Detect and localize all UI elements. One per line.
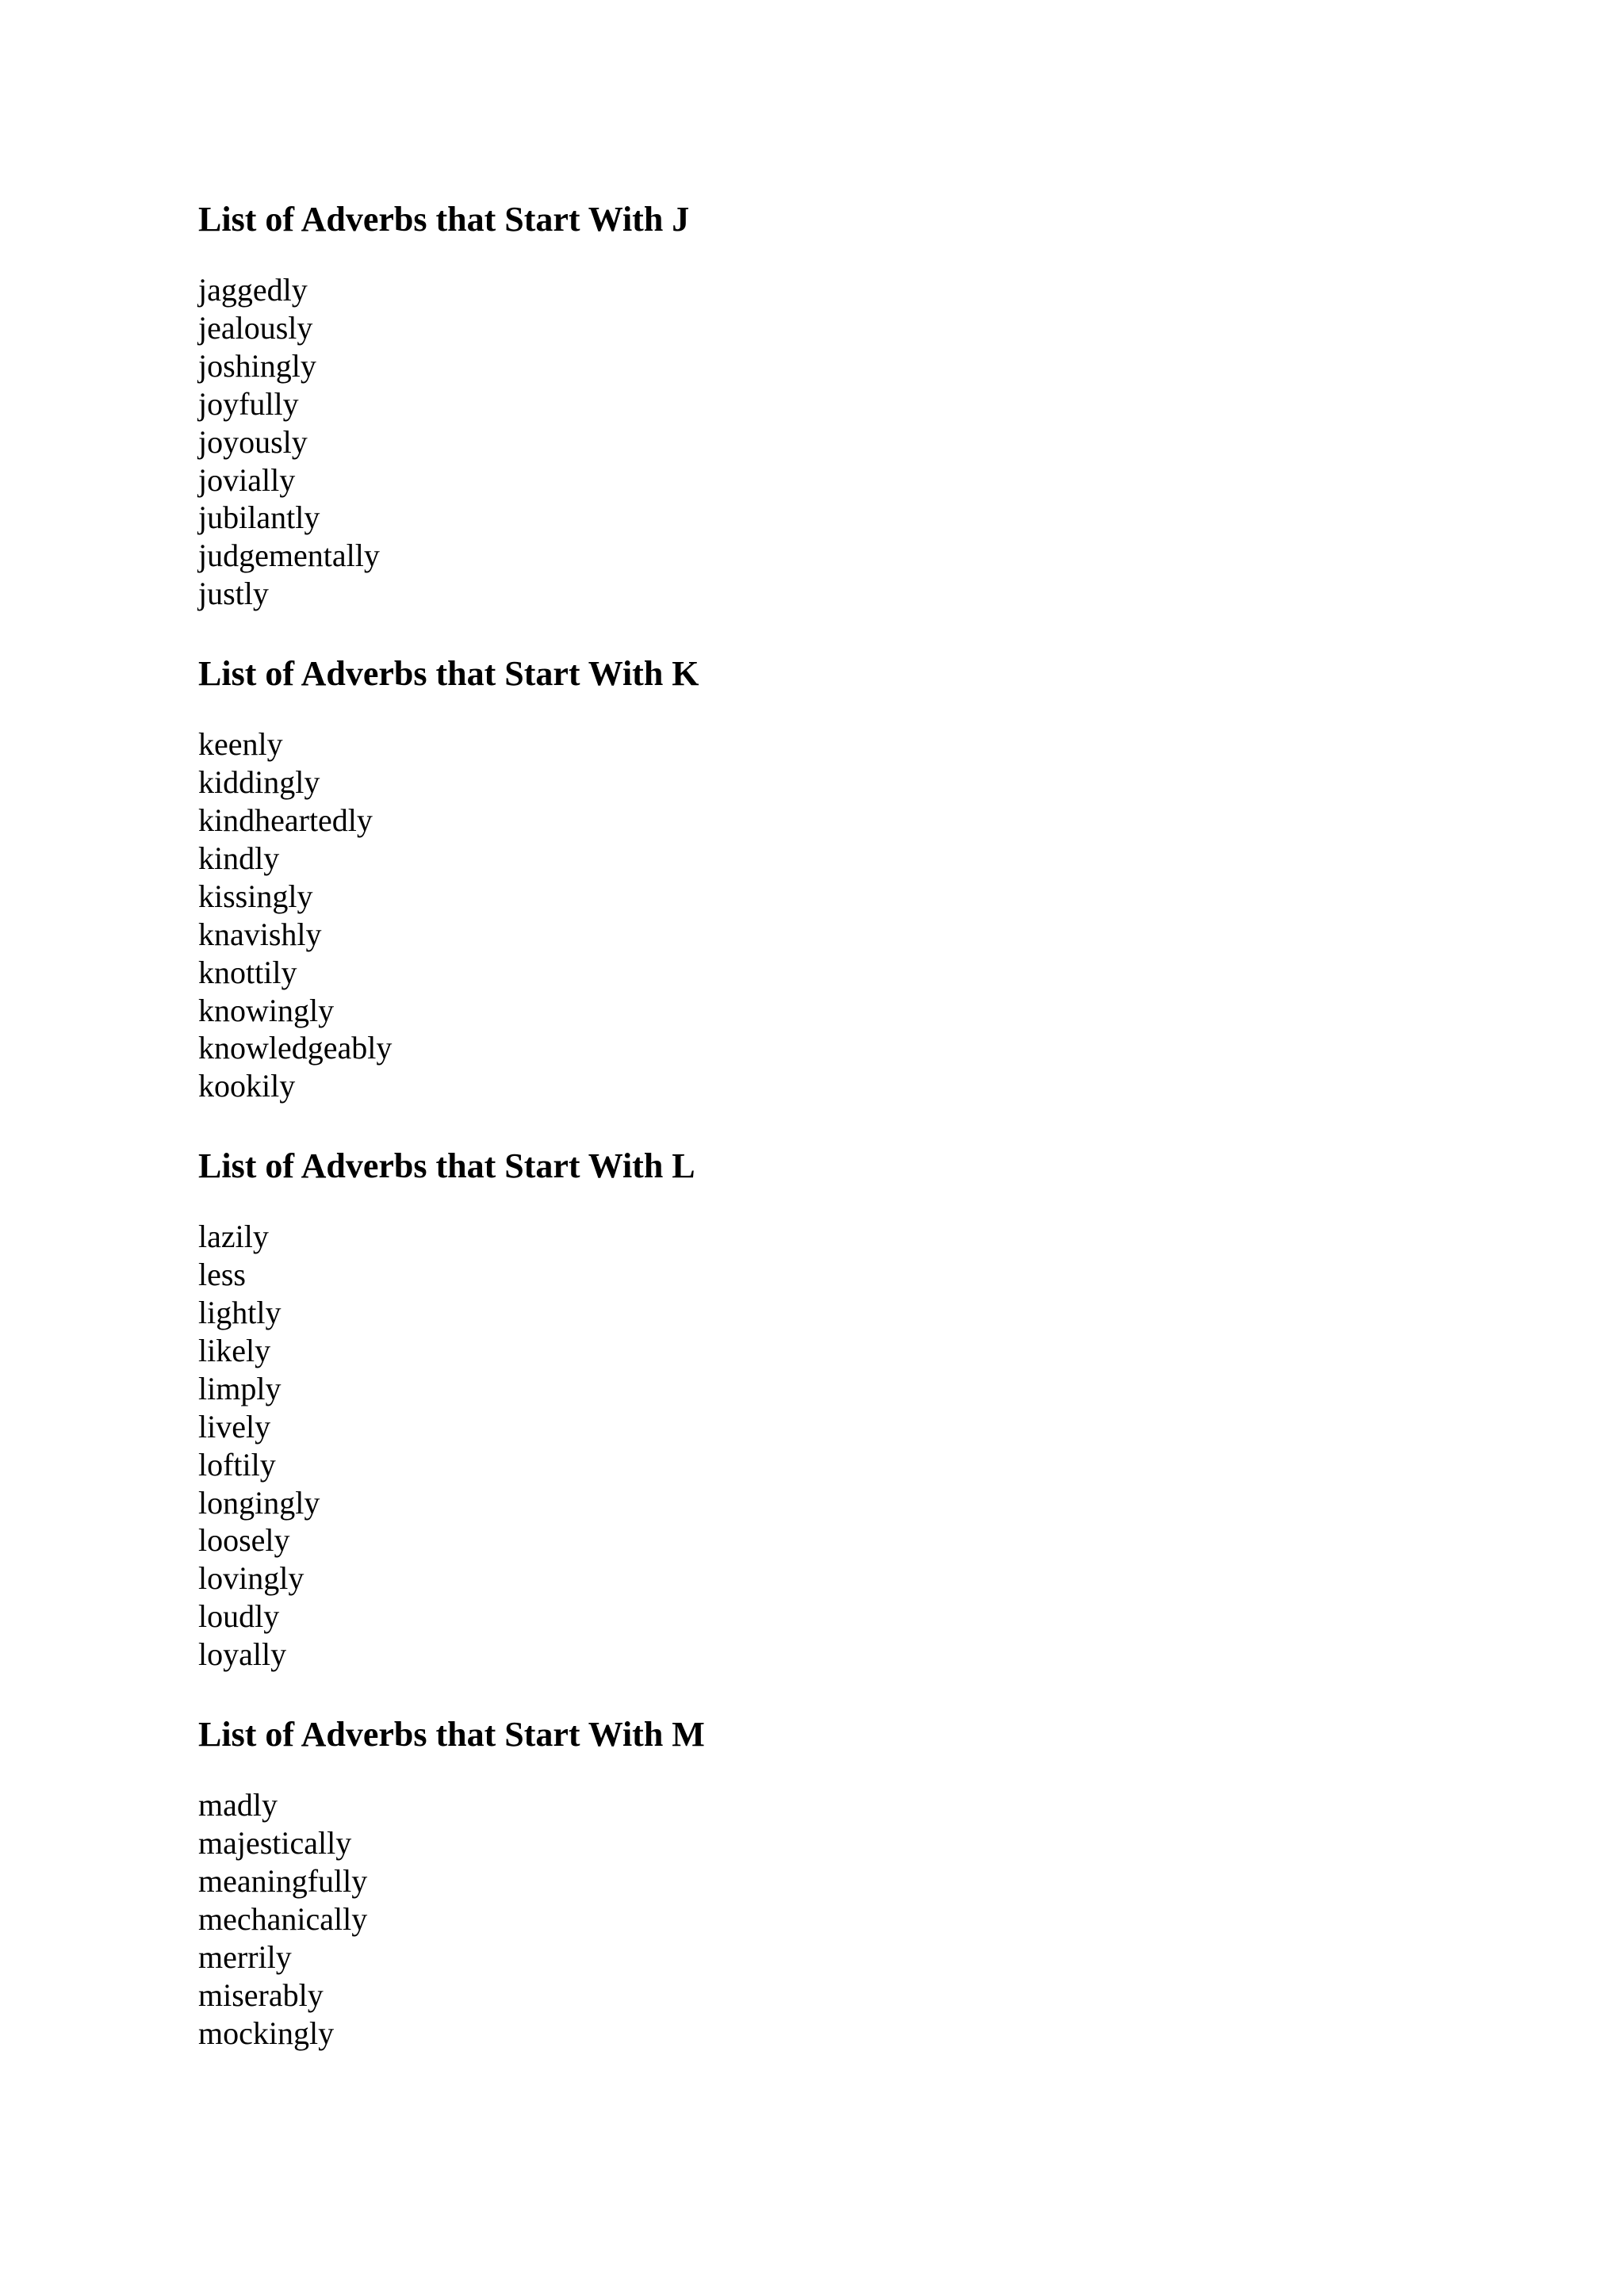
list-item: likely	[198, 1332, 271, 1368]
list-item: knavishly	[198, 916, 322, 952]
list-item: lively	[198, 1408, 271, 1445]
list-item: mockingly	[198, 2015, 335, 2051]
list-item: kindheartedly	[198, 802, 373, 838]
list-item: keenly	[198, 726, 283, 763]
list-item: madly	[198, 1787, 278, 1823]
list-item: justly	[198, 576, 269, 612]
list-item: lazily	[198, 1219, 269, 1255]
list-item: joyfully	[198, 385, 299, 422]
list-item: lovingly	[198, 1560, 304, 1597]
list-item: kiddingly	[198, 764, 320, 801]
section-j	[198, 197, 1467, 613]
section-m	[198, 1712, 1467, 2052]
list-item: joshingly	[198, 347, 316, 384]
list-item: jubilantly	[198, 499, 320, 536]
list-item: loosely	[198, 1522, 290, 1559]
list-item: jealously	[198, 309, 313, 346]
section-heading: List of Adverbs that Start With K	[198, 654, 699, 694]
list-item: knowingly	[198, 992, 335, 1028]
list-item: meaningfully	[198, 1862, 368, 1899]
list-item: kindly	[198, 840, 280, 876]
list-item: jaggedly	[198, 272, 308, 308]
word-list	[198, 1786, 1467, 2052]
list-item: kissingly	[198, 878, 313, 914]
list-item: knowledgeably	[198, 1030, 393, 1066]
list-item: miserably	[198, 1976, 324, 2013]
list-item: kookily	[198, 1068, 296, 1104]
section-k	[198, 651, 1467, 1105]
list-item: jovially	[198, 461, 296, 498]
list-item: longingly	[198, 1484, 320, 1521]
list-item: merrily	[198, 1938, 292, 1975]
section-l	[198, 1143, 1467, 1674]
document-page	[198, 197, 1467, 2052]
list-item: loyally	[198, 1636, 287, 1673]
list-item: loftily	[198, 1446, 276, 1483]
list-item: majestically	[198, 1825, 352, 1861]
list-item: joyously	[198, 423, 308, 460]
section-heading: List of Adverbs that Start With L	[198, 1146, 695, 1186]
word-list	[198, 1218, 1467, 1674]
list-item: loudly	[198, 1598, 280, 1635]
list-item: knottily	[198, 954, 297, 990]
list-item: less	[198, 1257, 246, 1293]
word-list	[198, 271, 1467, 613]
list-item: judgementally	[198, 538, 380, 574]
word-list	[198, 725, 1467, 1105]
section-heading: List of Adverbs that Start With J	[198, 200, 690, 239]
list-item: lightly	[198, 1295, 282, 1331]
section-heading: List of Adverbs that Start With M	[198, 1715, 705, 1755]
list-item: mechanically	[198, 1900, 368, 1937]
list-item: limply	[198, 1370, 282, 1406]
